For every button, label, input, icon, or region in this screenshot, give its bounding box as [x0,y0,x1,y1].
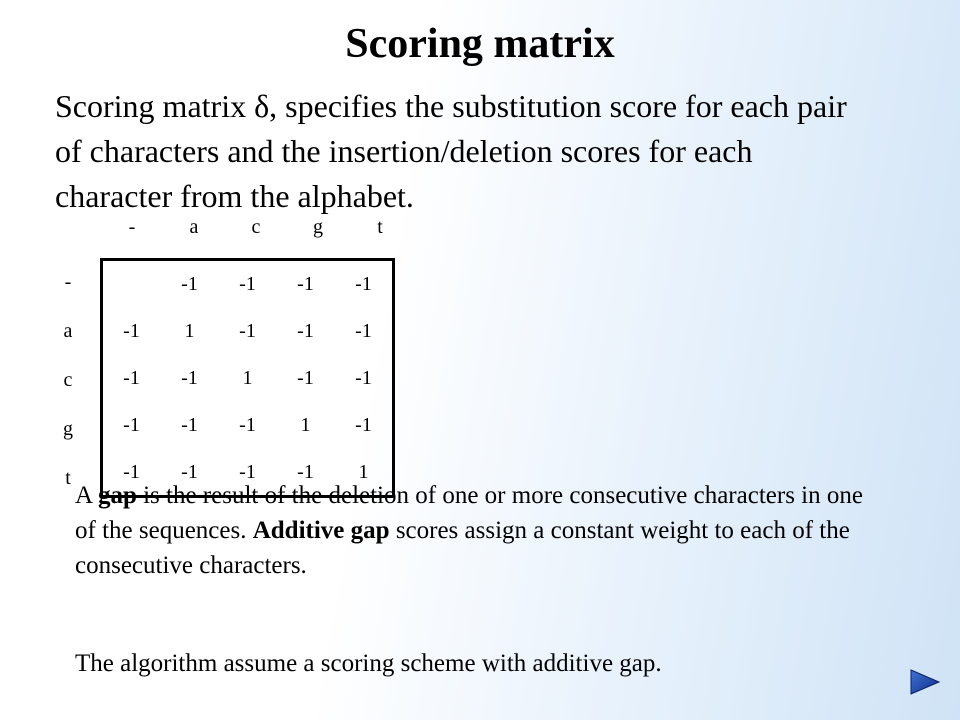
matrix-cell: -1 [181,272,198,295]
table-row [102,308,394,355]
column-header: c [251,216,261,238]
scoring-matrix-table [100,258,395,498]
matrix-row-headers [58,258,78,503]
matrix-cell: -1 [123,366,140,389]
column-header: - [128,216,136,238]
matrix-cell: -1 [297,366,314,389]
algorithm-note-paragraph: The algorithm assume a scoring scheme with additive gap. [75,650,662,677]
gap-definition-paragraph [75,478,875,583]
matrix-cell: -1 [355,272,372,295]
matrix-cell: -1 [181,460,198,483]
matrix-cell: -1 [123,319,140,342]
text-run: is the result of the deletion of one or more consecutive characters in one of the sequences. [75,482,863,544]
matrix-cell: -1 [239,319,256,342]
matrix-cell: 1 [242,366,253,389]
matrix-cell: 1 [358,460,369,483]
row-header: - [64,271,72,293]
gap-term: gap [97,482,137,509]
table-row [102,260,394,308]
row-header: a [63,320,73,342]
matrix-cell: 1 [184,319,195,342]
matrix-cell: -1 [239,460,256,483]
matrix-cell: -1 [297,319,314,342]
matrix-cell: -1 [355,413,372,436]
table-row [102,355,394,402]
table-row [102,402,394,449]
matrix-cell: -1 [355,319,372,342]
column-header: t [377,216,383,238]
row-header: g [63,418,73,440]
row-header: t [65,467,71,489]
matrix-cell: -1 [239,413,256,436]
matrix-cell: -1 [239,272,256,295]
matrix-cell: -1 [181,366,198,389]
next-arrow-icon [908,668,942,696]
intro-paragraph: Scoring matrix δ, specifies the substitution score for each pair of characters and the insertion/deletion scores for each character from the alphabet. [55,88,847,214]
matrix-cell: -1 [355,366,372,389]
matrix-cell: -1 [123,413,140,436]
matrix-cell [102,260,161,308]
slide-title: Scoring matrix [345,21,615,67]
matrix-cell: -1 [297,272,314,295]
column-header: g [313,216,323,238]
next-slide-button[interactable] [908,668,942,696]
matrix-cell: -1 [123,460,140,483]
column-header: a [189,216,199,238]
text-run: A [75,482,98,509]
matrix-cell: 1 [300,413,311,436]
text-run: scores assign a constant weight to each of the consecutive characters. [75,517,850,579]
matrix-cell: -1 [297,460,314,483]
row-header: c [63,369,73,391]
additive-gap-term: Additive gap [252,517,390,544]
matrix-cell: -1 [181,413,198,436]
